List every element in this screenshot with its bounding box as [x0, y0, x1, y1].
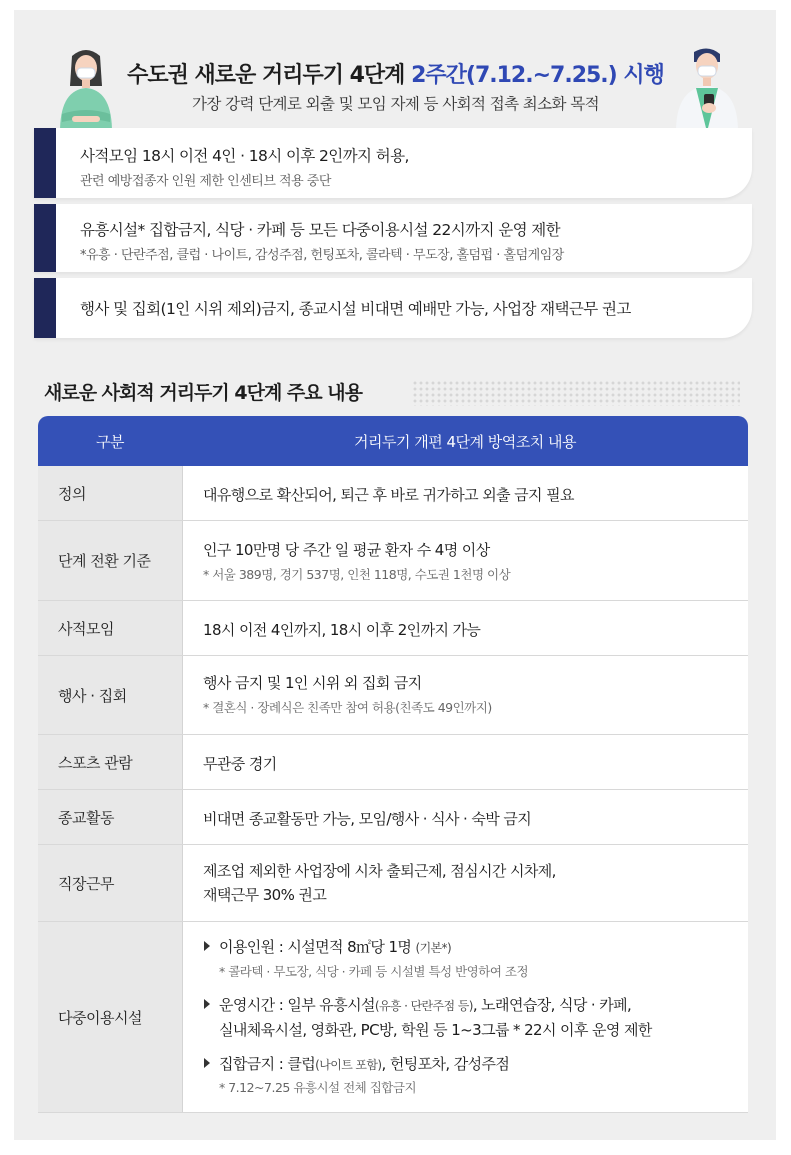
row-text: 재택근무 30% 권고: [203, 886, 327, 904]
table-row: [38, 922, 748, 1113]
title-highlight: 2주간(7.12.~7.25.) 시행: [411, 63, 664, 88]
table-row: [38, 845, 748, 922]
facility-item-text: 실내체육시설, 영화관, PC방, 학원 등 1~3그룹 * 22시 이후 운영 제한: [219, 1021, 652, 1039]
table-row: [38, 466, 748, 521]
row-content: [183, 845, 748, 921]
card-main-text: 사적모임 18시 이전 4인 · 18시 이후 2인까지 허용,: [80, 147, 409, 165]
card-sub-text: *유흥 · 단란주점, 클럽 · 나이트, 감성주점, 헌팅포차, 콜라텍 · 무도장, 홀덤펍 · 홀덤게임장: [80, 248, 564, 263]
row-label: 행사 · 집회: [38, 656, 183, 734]
info-card: [34, 204, 752, 272]
table-row: [38, 790, 748, 845]
row-text: 행사 금지 및 1인 시위 외 집회 금지: [203, 674, 422, 692]
facility-item-text: 운영시간 : 일부 유흥시설(유흥 · 단란주점 등), 노래연습장, 식당 · 카페,: [219, 996, 632, 1014]
table-header: [38, 416, 748, 466]
card-accent-bar: [34, 204, 56, 272]
page-title: [0, 58, 791, 89]
table-row: [38, 601, 748, 656]
facility-item-note: * 7.12~7.25 유흥시설 전체 집합금지: [219, 1080, 417, 1095]
row-content: [183, 466, 748, 520]
facility-item-note: * 콜라텍 · 무도장, 식당 · 카페 등 시설별 특성 반영하여 조정: [219, 964, 529, 979]
triangle-bullet-icon: [204, 999, 210, 1009]
row-text: 비대면 종교활동만 가능, 모임/행사 · 식사 · 숙박 금지: [203, 810, 532, 828]
table-row: [38, 656, 748, 735]
row-label: 직장근무: [38, 845, 183, 921]
page-subtitle: 가장 강력 단계로 외출 및 모임 자제 등 사회적 접촉 최소화 목적: [192, 95, 599, 113]
row-label: 다중이용시설: [38, 922, 183, 1112]
row-label: 스포츠 관람: [38, 735, 183, 789]
row-text: 제조업 제외한 사업장에 시차 출퇴근제, 점심시간 시차제,: [203, 862, 556, 880]
triangle-bullet-icon: [204, 1058, 210, 1068]
row-content: [183, 790, 748, 844]
table-header-content: 거리두기 개편 4단계 방역조치 내용: [354, 433, 576, 451]
info-card: [34, 278, 752, 338]
row-content: [183, 521, 748, 600]
row-note: * 결혼식 · 장례식은 친족만 참여 허용(친족도 49인까지): [203, 700, 492, 715]
facility-item-text: 이용인원 : 시설면적 8㎡당 1명 (기본*): [219, 938, 452, 956]
info-card: [34, 128, 752, 198]
table-row: [38, 735, 748, 790]
row-content: [183, 922, 748, 1112]
row-note: * 서울 389명, 경기 537명, 인천 118명, 수도권 1천명 이상: [203, 567, 511, 582]
row-text: 18시 이전 4인까지, 18시 이후 2인까지 가능: [203, 621, 481, 639]
table-row: [38, 521, 748, 601]
row-content: [183, 735, 748, 789]
row-text: 인구 10만명 당 주간 일 평균 환자 수 4명 이상: [203, 541, 490, 559]
triangle-bullet-icon: [204, 941, 210, 951]
table-header-category: 구분: [96, 433, 124, 451]
row-text: 대유행으로 확산되어, 퇴근 후 바로 귀가하고 외출 금지 필요: [203, 486, 574, 504]
row-content: [183, 656, 748, 734]
card-accent-bar: [34, 128, 56, 198]
dot-pattern-decoration: [412, 380, 740, 406]
card-accent-bar: [34, 278, 56, 338]
row-label: 정의: [38, 466, 183, 520]
row-content: [183, 601, 748, 655]
card-main-text: 행사 및 집회(1인 시위 제외)금지, 종교시설 비대면 예배만 가능, 사업장 재택근무 권고: [80, 300, 631, 318]
card-main-text: 유흥시설* 집합금지, 식당 · 카페 등 모든 다중이용시설 22시까지 운영 제한: [80, 221, 561, 239]
title-main: 수도권 새로운 거리두기 4단계: [127, 63, 405, 88]
row-text: 무관중 경기: [203, 755, 277, 773]
section-title: 새로운 사회적 거리두기 4단계 주요 내용: [44, 382, 362, 404]
row-label: 사적모임: [38, 601, 183, 655]
facility-item-text: 집합금지 : 클럽(나이트 포함), 헌팅포차, 감성주점: [219, 1055, 510, 1073]
card-sub-text: 관련 예방접종자 인원 제한 인센티브 적용 중단: [80, 174, 331, 189]
row-label: 단계 전환 기준: [38, 521, 183, 600]
row-label: 종교활동: [38, 790, 183, 844]
